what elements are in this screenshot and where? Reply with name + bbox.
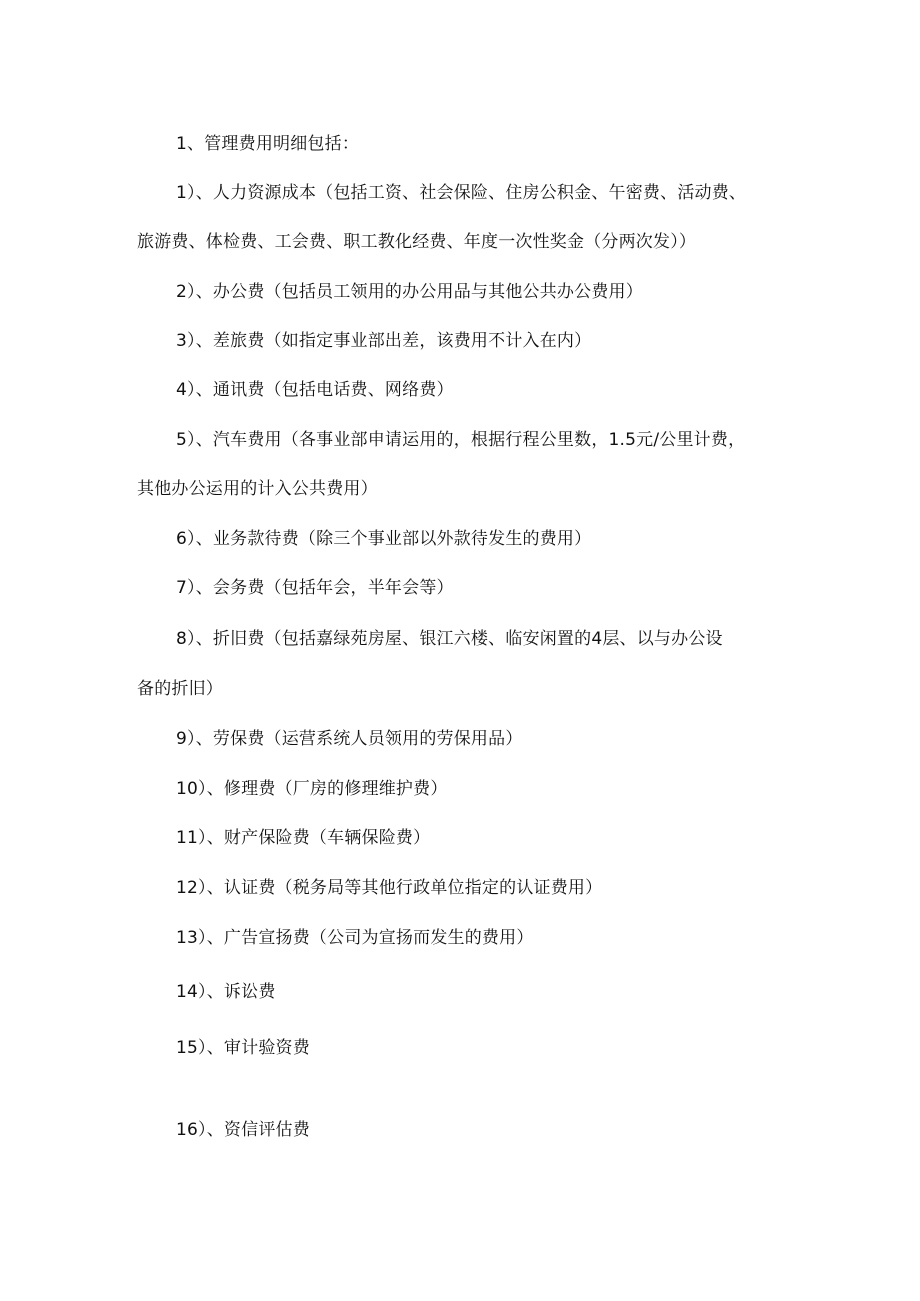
list-item-9: 9）、劳保费（运营系统人员领用的劳保用品） <box>176 729 523 749</box>
list-item-8-line-2: 备的折旧） <box>137 679 223 699</box>
list-item-3: 3）、差旅费（如指定事业部出差，该费用不计入在内） <box>176 331 592 351</box>
section-heading: 1、管理费用明细包括： <box>176 134 360 154</box>
list-item-5-line-2: 其他办公运用的计入公共费用） <box>137 479 378 499</box>
list-item-15: 15）、审计验资费 <box>176 1038 310 1058</box>
list-item-16: 16）、资信评估费 <box>176 1120 310 1140</box>
list-item-13: 13）、广告宣扬费（公司为宣扬而发生的费用） <box>176 928 534 948</box>
list-item-14: 14）、诉讼费 <box>176 982 276 1002</box>
list-item-11: 11）、财产保险费（车辆保险费） <box>176 828 431 848</box>
list-item-1-line-2: 旅游费、体检费、工会费、职工教化经费、年度一次性奖金（分两次发）） <box>137 232 697 252</box>
list-item-6: 6）、业务款待费（除三个事业部以外款待发生的费用） <box>176 529 592 549</box>
list-item-1-line-1: 1）、人力资源成本（包括工资、社会保险、住房公积金、午密费、活动费、 <box>176 183 747 203</box>
list-item-12: 12）、认证费（税务局等其他行政单位指定的认证费用） <box>176 878 603 898</box>
list-item-2: 2）、办公费（包括员工领用的办公用品与其他公共办公费用） <box>176 282 643 302</box>
list-item-8-line-1: 8）、折旧费（包括嘉绿苑房屋、银江六楼、临安闲置的4层、以与办公设 <box>176 629 723 649</box>
list-item-10: 10）、修理费（厂房的修理维护费） <box>176 779 448 799</box>
list-item-5-line-1: 5）、汽车费用（各事业部申请运用的，根据行程公里数，1.5元/公里计费， <box>176 430 746 450</box>
list-item-4: 4）、通讯费（包括电话费、网络费） <box>176 380 454 400</box>
list-item-7: 7）、会务费（包括年会，半年会等） <box>176 578 454 598</box>
